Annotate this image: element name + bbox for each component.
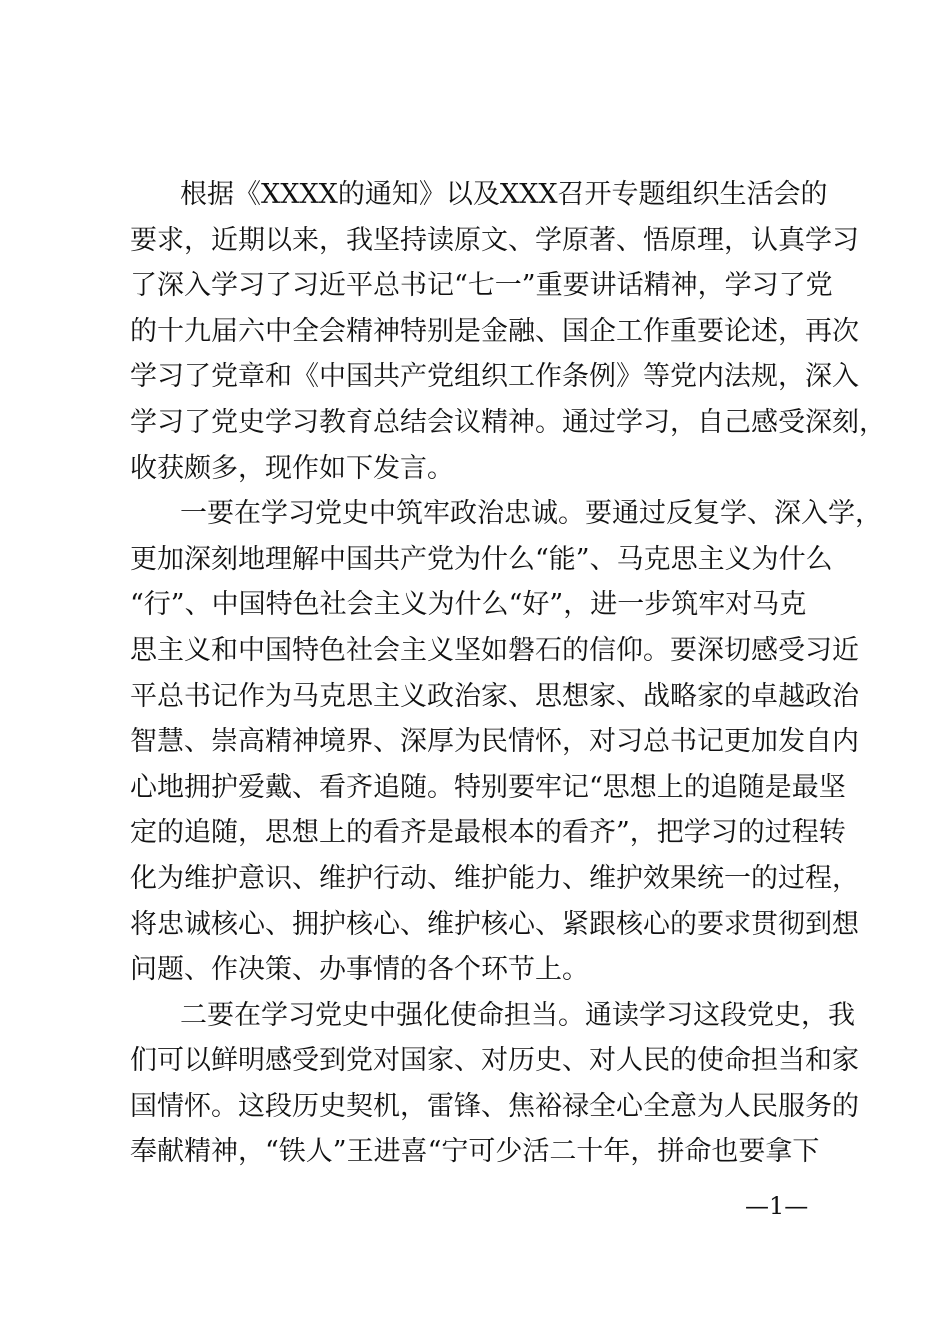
text-line: 一要在学习党史中筑牢政治忠诚。要通过反复学、深入学， <box>180 498 882 530</box>
paragraph-intro <box>130 172 886 491</box>
text-line: “行”、中国特色社会主义为什么“好”，进一步筑牢对马克 <box>130 589 807 621</box>
text-line: 要求，近期以来，我坚持读原文、学原著、悟原理，认真学习 <box>130 224 859 256</box>
text-line: 二要在学习党史中强化使命担当。通读学习这段党史，我 <box>180 999 855 1031</box>
text-line: 的十九届六中全会精神特别是金融、国企工作重要论述，再次 <box>130 315 859 347</box>
text-line: 们可以鲜明感受到党对国家、对历史、对人民的使命担当和家 <box>130 1045 859 1077</box>
text-line: 了深入学习了习近平总书记“七一”重要讲话精神，学习了党 <box>130 270 833 302</box>
page-number: —1— <box>745 1192 809 1220</box>
paragraph-point-one <box>130 491 882 993</box>
text-line: 根据《XXXX的通知》以及XXX召开专题组织生活会的 <box>180 179 828 210</box>
text-line: 定的追随，思想上的看齐是最根本的看齐”，把学习的过程转 <box>130 817 846 849</box>
text-line: 问题、作决策、办事情的各个环节上。 <box>130 954 589 986</box>
paragraph-point-two <box>130 993 859 1175</box>
text-line: 化为维护意识、维护行动、维护能力、维护效果统一的过程， <box>130 862 859 894</box>
text-line: 平总书记作为马克思主义政治家、思想家、战略家的卓越政治 <box>130 680 859 712</box>
text-line: 将忠诚核心、拥护核心、维护核心、紧跟核心的要求贯彻到想 <box>130 908 859 940</box>
text-line: 思主义和中国特色社会主义坚如磐石的信仰。要深切感受习近 <box>130 634 859 666</box>
text-line: 智慧、崇高精神境界、深厚为民情怀，对习总书记更加发自内 <box>130 726 859 758</box>
text-line: 心地拥护爱戴、看齐追随。特别要牢记“思想上的追随是最坚 <box>130 771 846 803</box>
text-line: 奉献精神，“铁人”王进喜“宁可少活二十年，拼命也要拿下 <box>130 1136 820 1168</box>
text-line: 学习了党章和《中国共产党组织工作条例》等党内法规，深入 <box>130 361 859 393</box>
text-line: 学习了党史学习教育总结会议精神。通过学习，自己感受深刻， <box>130 406 886 438</box>
text-line: 更加深刻地理解中国共产党为什么“能”、马克思主义为什么 <box>130 543 833 575</box>
document-body <box>130 172 886 1175</box>
text-line: 收获颇多，现作如下发言。 <box>130 452 454 484</box>
text-line: 国情怀。这段历史契机，雷锋、焦裕禄全心全意为人民服务的 <box>130 1090 859 1122</box>
